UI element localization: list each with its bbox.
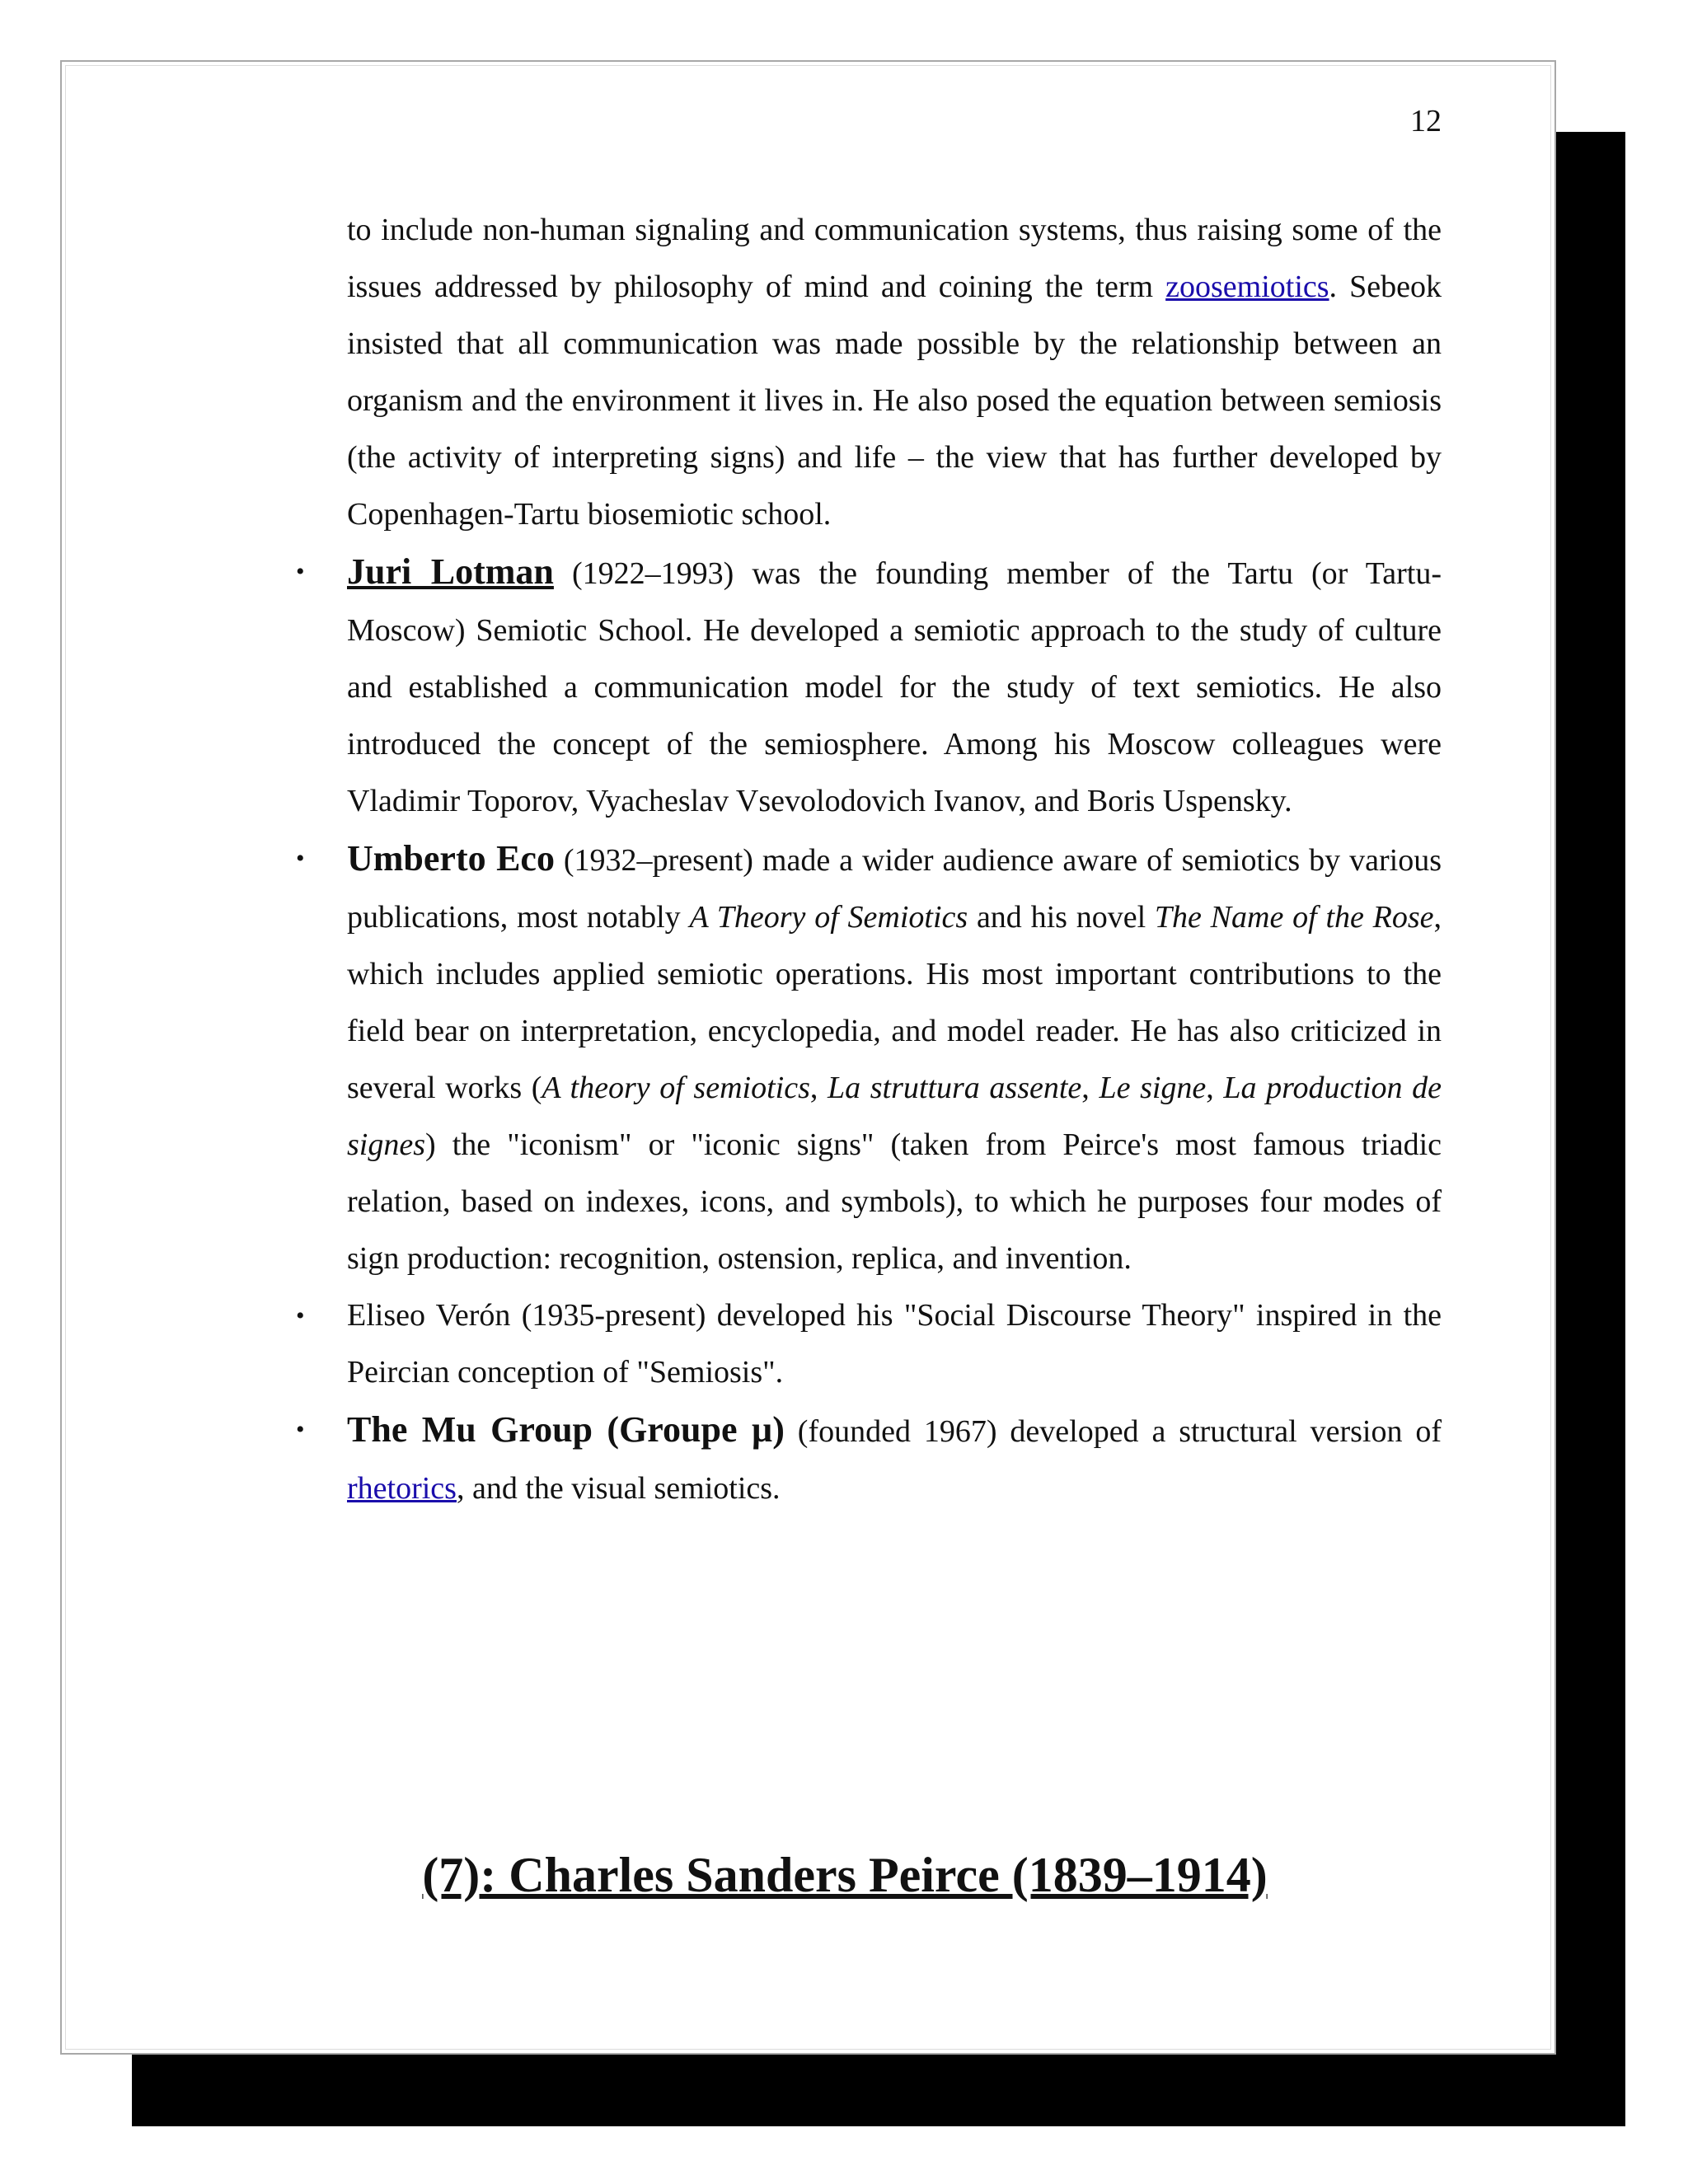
list-item-mu-group — [296, 1401, 1442, 1517]
bullet-icon: • — [296, 1302, 305, 1329]
eco-text-7: ) the "iconism" or "iconic signs" (taken from Peirce's most famous triadic relation, based on indexes, icons, and symbols), to which he purposes four modes of sign production: recognition, ostension, replica, and invention. — [347, 1127, 1442, 1276]
eco-title-theory-2: A theory of semiotics — [542, 1071, 810, 1105]
list-item-eco — [296, 830, 1442, 1287]
eco-text-6: , — [1206, 1071, 1224, 1105]
eco-name: Umberto Eco — [347, 838, 555, 879]
intro-text-1: to include non-human signaling and communication systems, thus raising some of the issues addressed by philosophy of mind and coining the term — [347, 213, 1442, 304]
section-heading: (7): Charles Sanders Peirce (1839–1914) — [422, 1848, 1268, 1902]
eco-text-5: , — [1081, 1071, 1100, 1105]
eco-text-3: , which includes applied semiotic operations. His most important contributions to the field bear on interpretation, encyclopedia, and model reader. He has also criticized in several works ( — [347, 900, 1442, 1105]
intro-text-2: . Sebeok insisted that all communication was made possible by the relationship between an organism and the environment it lives in. He also posed the equation between semiosis (the activity of interpreting signs) and life – the view that has further developed by Copenhagen-Tartu biosemiotic school. — [347, 269, 1442, 532]
list-item-veron — [296, 1287, 1442, 1401]
intro-paragraph — [347, 202, 1442, 543]
eco-title-theory: A Theory of Semiotics — [689, 900, 968, 935]
scholar-list — [296, 543, 1442, 1517]
eco-title-production: La production de signes — [347, 1071, 1442, 1162]
eco-title-rose: The Name of the Rose — [1154, 900, 1434, 935]
eco-text-2: and his novel — [968, 900, 1155, 935]
lotman-text: (1922–1993) was the founding member of the Tartu (or Tartu-Moscow) Semiotic School. He developed a semiotic approach to the study of culture and established a communication model for the study of text semiotics. He also introduced the concept of the semiosphere. Among his Moscow colleagues were Vladimir Toporov, Vyacheslav Vsevolodovich Ivanov, and Boris Uspensky. — [347, 556, 1442, 818]
bullet-icon: • — [296, 845, 305, 872]
eco-title-struttura: La struttura assente — [828, 1071, 1082, 1105]
page-number: 12 — [1410, 104, 1442, 138]
body-text — [296, 202, 1442, 1517]
mu-text-2: , and the visual semiotics. — [456, 1471, 781, 1506]
eco-text-1: (1932–present) made a wider audience aware of semiotics by various publications, most notably — [347, 843, 1442, 935]
zoosemiotics-link[interactable]: zoosemiotics — [1165, 269, 1329, 304]
document-page — [60, 60, 1556, 2055]
rhetorics-link[interactable]: rhetorics — [347, 1471, 457, 1506]
mu-text-1: (founded 1967) developed a structural version of — [784, 1414, 1442, 1449]
mu-group-name: The Mu Group (Groupe µ) — [347, 1409, 785, 1450]
list-item-lotman — [296, 543, 1442, 830]
veron-text: Eliseo Verón (1935-present) developed his "Social Discourse Theory" inspired in the Peircian conception of "Semiosis". — [347, 1298, 1442, 1390]
bullet-icon: • — [296, 1416, 305, 1443]
lotman-name[interactable]: Juri Lotman — [347, 551, 554, 592]
eco-text-4: , — [809, 1071, 828, 1105]
bullet-icon: • — [296, 558, 305, 585]
eco-title-signe: Le signe — [1099, 1071, 1207, 1105]
